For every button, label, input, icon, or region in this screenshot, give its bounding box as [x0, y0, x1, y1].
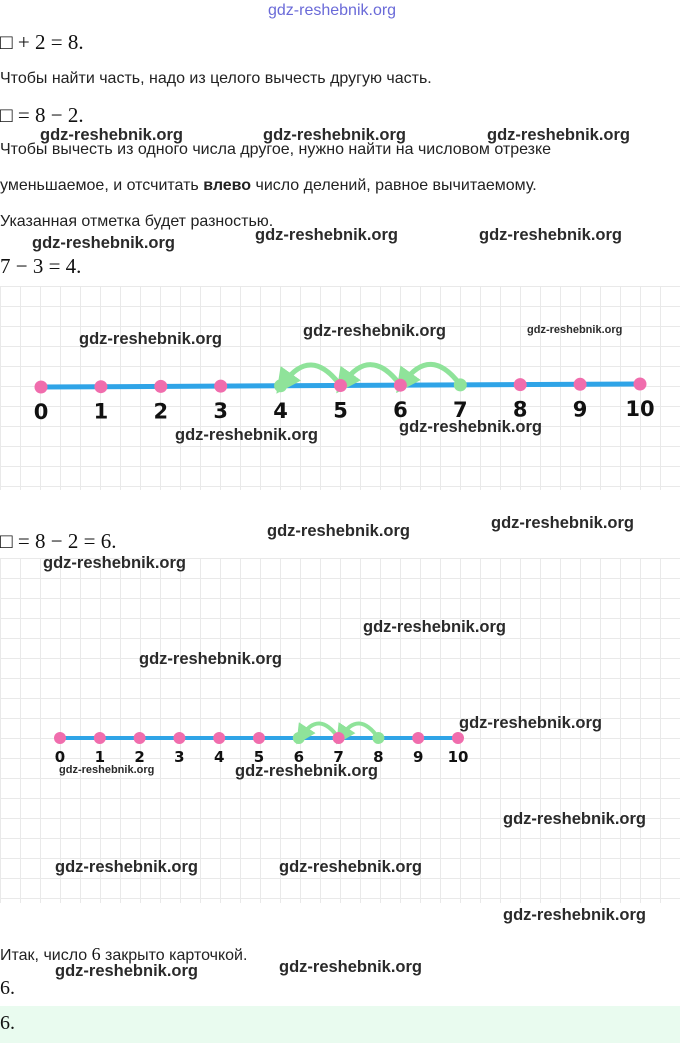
watermark: gdz-reshebnik.org: [55, 962, 199, 980]
watermark: gdz-reshebnik.org: [267, 522, 411, 540]
tick-label: 8: [373, 748, 384, 766]
jump-arc: [284, 365, 341, 386]
watermark: gdz-reshebnik.org: [235, 762, 379, 780]
watermark: gdz-reshebnik.org: [55, 858, 199, 876]
rule-text-2b-end: число делений, равное вычитаемому.: [251, 177, 537, 194]
watermark: gdz-reshebnik.org: [32, 234, 176, 252]
tick-label: 10: [625, 397, 655, 421]
watermark: gdz-reshebnik.org: [59, 764, 155, 776]
rule-text-2a: Чтобы вычесть из одного числа другое, нужно найти на числовом отрезке: [0, 141, 552, 158]
rule-text-3: Указанная отметка будет разностью.: [0, 213, 274, 230]
watermark: gdz-reshebnik.org: [527, 324, 623, 336]
number-line-point: [574, 378, 587, 391]
equation-step1: □ + 2 = 8.: [0, 30, 84, 54]
tick-label: 1: [94, 748, 106, 766]
number-line-point: [274, 379, 287, 392]
number-line-point: [54, 732, 66, 744]
equation-step2: □ = 8 − 2.: [0, 103, 84, 127]
number-line-point: [293, 732, 305, 744]
number-line-point: [173, 732, 185, 744]
number-line-point: [253, 732, 265, 744]
number-line-point: [334, 379, 347, 392]
number-line-point: [213, 732, 225, 744]
tick-label: 9: [572, 397, 588, 422]
watermark: gdz-reshebnik.org: [503, 810, 647, 828]
tick-label: 7: [333, 748, 344, 766]
conclusion-end: закрыто карточкой.: [100, 947, 248, 964]
jump-arc: [403, 364, 460, 385]
number-line-point: [154, 380, 167, 393]
watermark: gdz-reshebnik.org: [303, 322, 447, 340]
watermark: gdz-reshebnik.org: [279, 858, 423, 876]
example-equation: 7 − 3 = 4.: [0, 254, 82, 278]
tick-label: 4: [273, 398, 288, 423]
answer-box: [0, 1006, 680, 1043]
watermark: gdz-reshebnik.org: [40, 126, 184, 144]
tick-label: 5: [253, 748, 265, 766]
number-line-point: [394, 379, 407, 392]
number-line-point: [412, 732, 424, 744]
number-line-point: [452, 732, 464, 744]
watermark: gdz-reshebnik.org: [487, 126, 631, 144]
number-line-point: [333, 732, 345, 744]
number-line-point: [514, 378, 527, 391]
site-header: gdz-reshebnik.org: [268, 2, 397, 19]
watermark: gdz-reshebnik.org: [175, 426, 319, 444]
watermark: gdz-reshebnik.org: [399, 418, 543, 436]
rule-text-2b-bold: влево: [203, 177, 252, 194]
conclusion-start: Итак, число: [0, 947, 92, 964]
number-line-point: [134, 732, 146, 744]
number-line-point: [634, 378, 647, 391]
watermark: gdz-reshebnik.org: [139, 650, 283, 668]
answer-line-2: 6.: [0, 1012, 15, 1034]
watermark: gdz-reshebnik.org: [479, 226, 623, 244]
watermark: gdz-reshebnik.org: [363, 618, 507, 636]
tick-label: 8: [512, 397, 528, 422]
rule-text-1: Чтобы найти часть, надо из целого вычесть другую часть.: [0, 70, 432, 87]
watermark: gdz-reshebnik.org: [279, 958, 423, 976]
watermark: gdz-reshebnik.org: [255, 226, 399, 244]
tick-label: 3: [213, 399, 229, 424]
tick-label: 9: [412, 748, 424, 766]
conclusion-number: 6: [91, 944, 101, 964]
number-line-point: [214, 380, 227, 393]
equation-step3: □ = 8 − 2 = 6.: [0, 529, 117, 553]
number-line-point: [454, 378, 467, 391]
number-line-point: [94, 380, 107, 393]
tick-label: 0: [54, 748, 66, 766]
tick-label: 4: [213, 748, 225, 766]
number-line-point: [35, 381, 48, 394]
watermark: gdz-reshebnik.org: [503, 906, 647, 924]
number-line-point: [372, 732, 384, 744]
tick-label: 6: [393, 398, 408, 423]
watermark: gdz-reshebnik.org: [43, 554, 187, 572]
watermark: gdz-reshebnik.org: [491, 514, 635, 532]
watermark: gdz-reshebnik.org: [459, 714, 603, 732]
tick-label: 2: [153, 399, 169, 424]
number-line-point: [94, 732, 106, 744]
tick-label: 10: [447, 748, 469, 766]
tick-label: 0: [33, 400, 49, 424]
answer-line-1: 6.: [0, 977, 15, 999]
watermark: gdz-reshebnik.org: [263, 126, 407, 144]
rule-text-2b: [0, 177, 537, 195]
tick-label: 5: [333, 398, 348, 423]
watermark: gdz-reshebnik.org: [79, 330, 223, 348]
number-line-1: [0, 286, 680, 490]
rule-text-2b-start: уменьшаемое, и отсчитать: [0, 177, 204, 194]
tick-label: 3: [174, 748, 185, 766]
tick-label: 2: [134, 748, 145, 766]
tick-label: 6: [293, 748, 305, 766]
tick-label: 1: [93, 399, 109, 424]
jump-arc: [344, 365, 401, 386]
tick-label: 7: [452, 397, 468, 422]
